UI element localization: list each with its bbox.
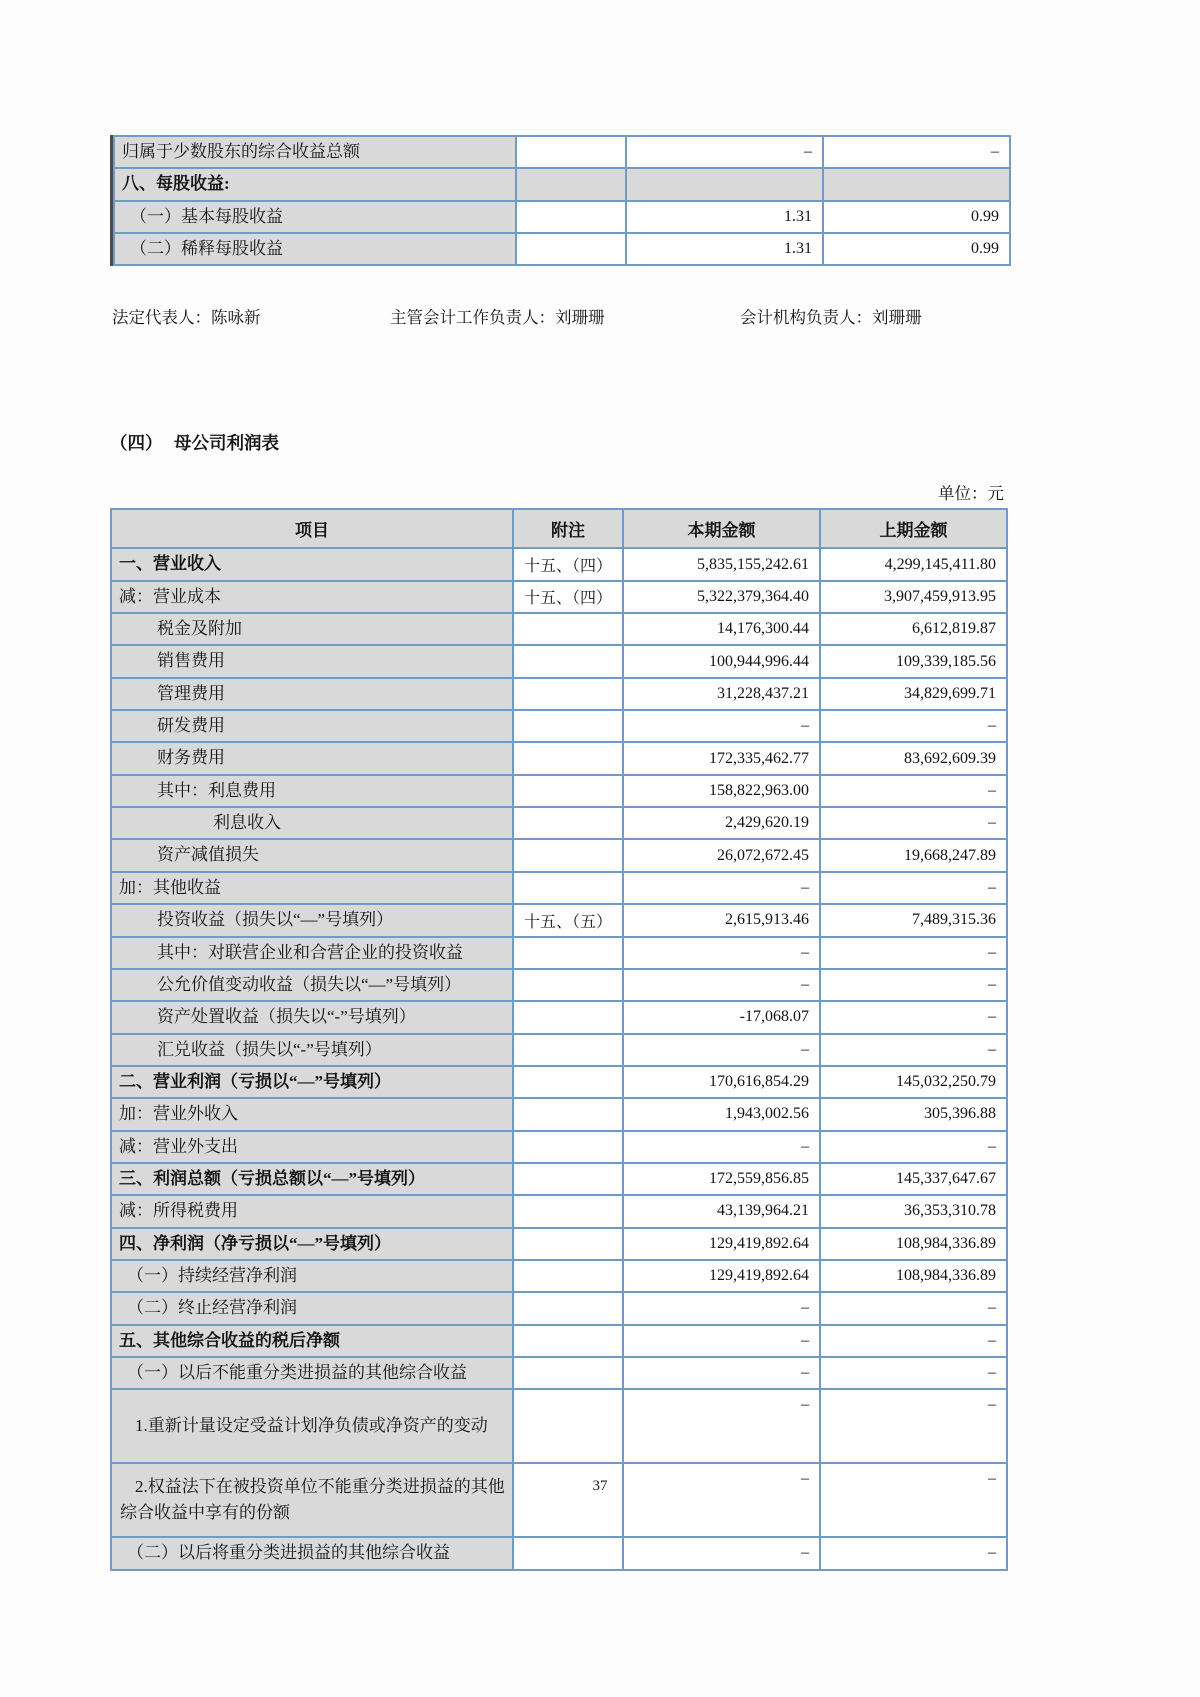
table-row: [111, 1325, 1007, 1357]
row-prior-amount: –: [820, 1001, 1007, 1033]
row-prior-amount: 4,299,145,411.80: [820, 548, 1007, 580]
section-index: （四）: [110, 433, 163, 454]
row-prior-amount: –: [820, 1131, 1007, 1163]
table-row: [114, 233, 1010, 265]
row-note-ref: [513, 1098, 623, 1130]
table-row: [111, 1260, 1007, 1292]
page-content: [110, 0, 1006, 1571]
row-item-label: 减：所得税费用: [111, 1195, 513, 1227]
row-current-amount: –: [623, 872, 820, 904]
table-row: [111, 1034, 1007, 1066]
table-row: [111, 775, 1007, 807]
row-prior-amount: 108,984,336.89: [820, 1260, 1007, 1292]
row-note-ref: [513, 710, 623, 742]
row-note-ref: [513, 1195, 623, 1227]
row-current-amount: –: [623, 1131, 820, 1163]
row-item-label: 二、营业利润（亏损以“—”号填列）: [111, 1066, 513, 1098]
row-note-ref: [513, 969, 623, 1001]
table-row: [111, 710, 1007, 742]
row-current-amount: –: [623, 969, 820, 1001]
row-prior-amount: –: [820, 775, 1007, 807]
row-item-label: 八、每股收益:: [114, 168, 516, 200]
row-item-label: 投资收益（损失以“—”号填列）: [111, 904, 513, 936]
row-note-ref: [513, 1463, 623, 1537]
row-note-ref: [513, 678, 623, 710]
table-row: [111, 1537, 1007, 1569]
row-current-amount: 172,559,856.85: [623, 1163, 820, 1195]
table-row: [111, 1389, 1007, 1463]
column-header-current-amount: 本期金额: [623, 509, 820, 548]
row-note-ref: 十五、（五）: [513, 904, 623, 936]
table-row: [111, 1163, 1007, 1195]
row-current-amount: 129,419,892.64: [623, 1228, 820, 1260]
row-item-label: 五、其他综合收益的税后净额: [111, 1325, 513, 1357]
row-note-ref: [513, 1292, 623, 1324]
consolidated-statement-table: [113, 135, 1011, 266]
row-item-label: 销售费用: [111, 645, 513, 677]
signature-row: [110, 304, 1006, 326]
row-current-amount: 2,429,620.19: [623, 807, 820, 839]
row-prior-amount: –: [820, 1389, 1007, 1463]
row-current-amount: –: [623, 1357, 820, 1389]
row-item-label: 四、净利润（净亏损以“—”号填列）: [111, 1228, 513, 1260]
row-prior-amount: –: [820, 1292, 1007, 1324]
row-item-label: 减：营业外支出: [111, 1131, 513, 1163]
row-prior-amount: [823, 168, 1010, 200]
table-row: [111, 1228, 1007, 1260]
row-item-label: 管理费用: [111, 678, 513, 710]
row-prior-amount: 19,668,247.89: [820, 839, 1007, 871]
table-row: [111, 1195, 1007, 1227]
row-current-amount: –: [623, 1292, 820, 1324]
row-current-amount: 1.31: [626, 233, 823, 265]
row-item-label: 汇兑收益（损失以“-”号填列）: [111, 1034, 513, 1066]
row-prior-amount: –: [820, 937, 1007, 969]
table-row: [111, 904, 1007, 936]
row-current-amount: –: [623, 1463, 820, 1537]
row-prior-amount: 6,612,819.87: [820, 613, 1007, 645]
table-header-row: [111, 509, 1007, 548]
row-prior-amount: 145,337,647.67: [820, 1163, 1007, 1195]
column-header-note: 附注: [513, 509, 623, 548]
row-note-ref: [513, 937, 623, 969]
row-item-label: 公允价值变动收益（损失以“—”号填列）: [111, 969, 513, 1001]
row-prior-amount: –: [823, 136, 1010, 168]
top-table-wrapper: [110, 135, 1006, 266]
row-note-ref: [513, 1066, 623, 1098]
row-current-amount: 1.31: [626, 201, 823, 233]
table-row: [111, 1463, 1007, 1537]
row-current-amount: [626, 168, 823, 200]
row-current-amount: –: [623, 1034, 820, 1066]
table-row: [111, 548, 1007, 580]
row-current-amount: 2,615,913.46: [623, 904, 820, 936]
row-item-label: 加：营业外收入: [111, 1098, 513, 1130]
row-note-ref: [513, 839, 623, 871]
row-note-ref: [516, 136, 626, 168]
row-item-label: （二）以后将重分类进损益的其他综合收益: [111, 1537, 513, 1569]
accounting-dept-head-label: 会计机构负责人：刘珊珊: [740, 308, 922, 328]
column-header-item: 项目: [111, 509, 513, 548]
row-prior-amount: 7,489,315.36: [820, 904, 1007, 936]
row-note-ref: [513, 807, 623, 839]
row-note-ref: [513, 872, 623, 904]
table-row: [114, 136, 1010, 168]
row-item-label: 一、营业收入: [111, 548, 513, 580]
row-note-ref: [513, 1163, 623, 1195]
table-row: [111, 969, 1007, 1001]
row-note-ref: [513, 613, 623, 645]
row-note-ref: [513, 645, 623, 677]
row-note-ref: [513, 1260, 623, 1292]
row-item-label: 税金及附加: [111, 613, 513, 645]
row-prior-amount: 109,339,185.56: [820, 645, 1007, 677]
table-row: [111, 645, 1007, 677]
row-current-amount: 158,822,963.00: [623, 775, 820, 807]
row-item-label: 资产处置收益（损失以“-”号填列）: [111, 1001, 513, 1033]
table-row: [111, 937, 1007, 969]
row-current-amount: 172,335,462.77: [623, 742, 820, 774]
row-item-label: 2.权益法下在被投资单位不能重分类进损益的其他综合收益中享有的份额: [111, 1463, 513, 1537]
table-row: [111, 1001, 1007, 1033]
row-prior-amount: 36,353,310.78: [820, 1195, 1007, 1227]
row-prior-amount: 145,032,250.79: [820, 1066, 1007, 1098]
row-note-ref: [513, 1325, 623, 1357]
table-row: [111, 1357, 1007, 1389]
row-prior-amount: –: [820, 1357, 1007, 1389]
row-prior-amount: 34,829,699.71: [820, 678, 1007, 710]
table-row: [111, 742, 1007, 774]
table-row: [114, 168, 1010, 200]
row-current-amount: 43,139,964.21: [623, 1195, 820, 1227]
row-item-label: （一）基本每股收益: [114, 201, 516, 233]
row-current-amount: 26,072,672.45: [623, 839, 820, 871]
row-current-amount: –: [623, 710, 820, 742]
row-note-ref: [513, 775, 623, 807]
row-item-label: 研发费用: [111, 710, 513, 742]
row-prior-amount: 83,692,609.39: [820, 742, 1007, 774]
row-current-amount: –: [623, 1325, 820, 1357]
row-prior-amount: 108,984,336.89: [820, 1228, 1007, 1260]
table-row: [114, 201, 1010, 233]
row-prior-amount: –: [820, 1463, 1007, 1537]
row-current-amount: 5,835,155,242.61: [623, 548, 820, 580]
row-note-ref: [516, 168, 626, 200]
parent-income-statement-table: [110, 508, 1008, 1570]
row-note-ref: 十五、（四）: [513, 581, 623, 613]
page-number: 37: [592, 1478, 608, 1494]
main-table-wrapper: [110, 508, 1006, 1570]
row-item-label: 资产减值损失: [111, 839, 513, 871]
row-item-label: （二）终止经营净利润: [111, 1292, 513, 1324]
column-header-prior-amount: 上期金额: [820, 509, 1007, 548]
row-current-amount: 100,944,996.44: [623, 645, 820, 677]
row-item-label: 利息收入: [111, 807, 513, 839]
unit-label: 单位：元: [938, 484, 1004, 504]
row-item-label: （一）以后不能重分类进损益的其他综合收益: [111, 1357, 513, 1389]
legal-representative-label: 法定代表人：陈咏新: [112, 308, 261, 328]
row-item-label: 归属于少数股东的综合收益总额: [114, 136, 516, 168]
table-row: [111, 839, 1007, 871]
row-current-amount: 14,176,300.44: [623, 613, 820, 645]
section-title-text: 母公司利润表: [174, 433, 279, 454]
row-note-ref: [513, 1034, 623, 1066]
table-row: [111, 1098, 1007, 1130]
row-current-amount: –: [623, 937, 820, 969]
row-item-label: 加：其他收益: [111, 872, 513, 904]
table-row: [111, 1292, 1007, 1324]
table-row: [111, 872, 1007, 904]
row-current-amount: –: [626, 136, 823, 168]
row-note-ref: [513, 742, 623, 774]
row-prior-amount: –: [820, 807, 1007, 839]
row-prior-amount: –: [820, 1537, 1007, 1569]
table-row: [111, 613, 1007, 645]
row-note-ref: 十五、（四）: [513, 548, 623, 580]
table-row: [111, 1066, 1007, 1098]
row-prior-amount: 0.99: [823, 201, 1010, 233]
row-item-label: 财务费用: [111, 742, 513, 774]
row-note-ref: [513, 1357, 623, 1389]
row-prior-amount: –: [820, 872, 1007, 904]
row-note-ref: [516, 233, 626, 265]
row-current-amount: -17,068.07: [623, 1001, 820, 1033]
row-current-amount: 5,322,379,364.40: [623, 581, 820, 613]
section-title: [110, 430, 1006, 456]
table-row: [111, 807, 1007, 839]
row-current-amount: 129,419,892.64: [623, 1260, 820, 1292]
table-row: [111, 1131, 1007, 1163]
row-item-label: （二）稀释每股收益: [114, 233, 516, 265]
row-prior-amount: 3,907,459,913.95: [820, 581, 1007, 613]
row-prior-amount: 0.99: [823, 233, 1010, 265]
row-current-amount: –: [623, 1537, 820, 1569]
row-prior-amount: –: [820, 969, 1007, 1001]
row-item-label: （一）持续经营净利润: [111, 1260, 513, 1292]
row-item-label: 其中：利息费用: [111, 775, 513, 807]
table-row: [111, 678, 1007, 710]
row-note-ref: [513, 1001, 623, 1033]
row-item-label: 减：营业成本: [111, 581, 513, 613]
row-item-label: 其中：对联营企业和合营企业的投资收益: [111, 937, 513, 969]
row-note-ref: [513, 1228, 623, 1260]
row-current-amount: –: [623, 1389, 820, 1463]
row-note-ref: [516, 201, 626, 233]
row-prior-amount: 305,396.88: [820, 1098, 1007, 1130]
row-current-amount: 1,943,002.56: [623, 1098, 820, 1130]
row-current-amount: 31,228,437.21: [623, 678, 820, 710]
row-current-amount: 170,616,854.29: [623, 1066, 820, 1098]
row-note-ref: [513, 1389, 623, 1463]
chief-accounting-officer-label: 主管会计工作负责人：刘珊珊: [390, 308, 605, 328]
row-note-ref: [513, 1131, 623, 1163]
row-prior-amount: –: [820, 1034, 1007, 1066]
table-row: [111, 581, 1007, 613]
row-prior-amount: –: [820, 1325, 1007, 1357]
row-note-ref: [513, 1537, 623, 1569]
row-prior-amount: –: [820, 710, 1007, 742]
row-item-label: 1.重新计量设定受益计划净负债或净资产的变动: [111, 1389, 513, 1463]
row-item-label: 三、利润总额（亏损总额以“—”号填列）: [111, 1163, 513, 1195]
